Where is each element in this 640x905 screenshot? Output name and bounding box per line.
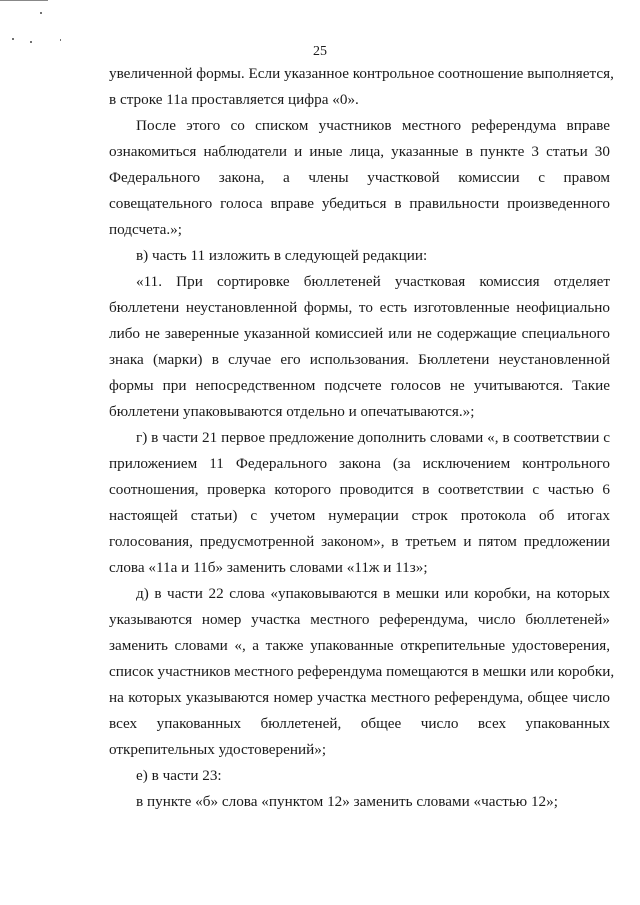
scan-speck: [60, 39, 61, 41]
text-line: открепительных удостоверений»;: [109, 741, 327, 758]
text-line: соотношения, проверка которого проводится в соответствии с частью 6: [109, 481, 610, 498]
text-line: бюллетени упаковываются отдельно и опечатываются.»;: [109, 403, 475, 420]
text-line: на которых указываются номер участка местного референдума, общее число: [109, 689, 610, 706]
text-line: увеличенной формы. Если указанное контрольное соотношение выполняется,: [109, 65, 614, 82]
text-line: либо не заверенные указанной комиссией или не содержащие специального: [109, 325, 610, 342]
text-line: настоящей статьи) с учетом нумерации строк протокола об итогах: [109, 507, 610, 524]
page-number: 25: [313, 44, 327, 59]
text-line: в строке 11а проставляется цифра «0».: [109, 91, 359, 108]
text-line: в) часть 11 изложить в следующей редакции:: [136, 247, 428, 264]
text-line: «11. При сортировке бюллетеней участковая комиссия отделяет: [136, 273, 610, 290]
text-line: бюллетени неустановленной формы, то есть изготовленные неофициально: [109, 299, 610, 316]
text-line: подсчета.»;: [109, 221, 183, 238]
text-line: указываются номер участка местного референдума, число бюллетеней»: [109, 611, 610, 628]
text-line: всех упакованных бюллетеней, общее число всех упакованных: [109, 715, 610, 732]
text-line: приложением 11 Федерального закона (за исключением контрольного: [109, 455, 610, 472]
text-line: д) в части 22 слова «упаковываются в мешки или коробки, на которых: [136, 585, 610, 602]
text-line: совещательного голоса вправе убедиться в правильности произведенного: [109, 195, 610, 212]
text-line: ознакомиться наблюдатели и иные лица, указанные в пункте 3 статьи 30: [109, 143, 610, 160]
text-line: Федерального закона, а члены участковой комиссии с правом: [109, 169, 610, 186]
scan-speck: [30, 41, 32, 43]
text-line: е) в части 23:: [136, 767, 222, 784]
text-line: голосования, предусмотренной законом», в третьем и пятом предложении: [109, 533, 610, 550]
scan-edge-mark: [0, 0, 48, 1]
scan-speck: [12, 38, 14, 40]
text-line: знака (марки) в случае его использования. Бюллетени неустановленной: [109, 351, 610, 368]
scan-speck: [40, 12, 42, 14]
text-line: После этого со списком участников местного референдума вправе: [136, 117, 610, 134]
text-line: в пункте «б» слова «пунктом 12» заменить словами «частью 12»;: [136, 793, 558, 810]
text-line: слова «11а и 11б» заменить словами «11ж и 11з»;: [109, 559, 428, 576]
text-line: список участников местного референдума помещаются в мешки или коробки,: [109, 663, 615, 680]
text-line: г) в части 21 первое предложение дополнить словами «, в соответствии с: [136, 429, 610, 446]
document-body: [109, 61, 615, 815]
text-line: заменить словами «, а также упакованные открепительные удостоверения,: [109, 637, 610, 654]
text-line: формы при непосредственном подсчете голосов не учитываются. Такие: [109, 377, 610, 394]
